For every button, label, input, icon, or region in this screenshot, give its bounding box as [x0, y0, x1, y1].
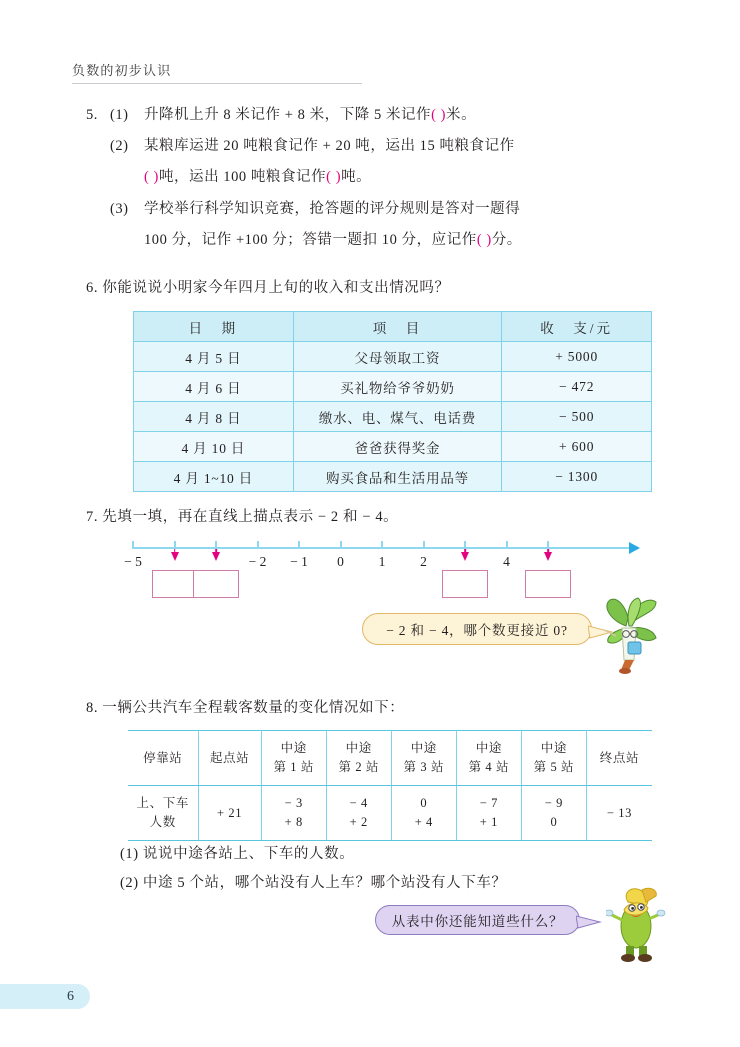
table-row: [134, 402, 652, 432]
table-header-cell: 停靠站: [128, 731, 198, 786]
text-segment: 米。: [446, 107, 477, 123]
table-cell: 4 月 8 日: [134, 402, 294, 432]
page-number-tab: [0, 984, 90, 1009]
question-5-line: [86, 131, 686, 162]
answer-blank[interactable]: ( ): [476, 231, 492, 248]
text-segment: 升降机上升 8 米记作 + 8 米，下降 5 米记作: [144, 107, 432, 123]
table-header-row: [128, 731, 652, 786]
answer-blank[interactable]: ( ): [144, 169, 159, 186]
number-line: [124, 538, 653, 608]
income-expense-table-body: [134, 312, 652, 492]
text-segment: 100 分，记作 +100 分；答错一题扣 10 分，应记作: [144, 231, 477, 248]
text-segment: 某粮库运进 20 吨粮食记作 + 20 吨，运出 15 吨粮食记作: [144, 138, 515, 155]
number-line-answer-box[interactable]: [152, 570, 198, 598]
number-line-label: 1: [378, 554, 386, 569]
page-number: 6: [67, 988, 74, 1004]
speech-bubble-cabbage: − 2 和 − 4，哪个数更接近 0?: [362, 613, 592, 645]
question-5-number: 5.: [86, 107, 98, 123]
question-5-sub-label: (2): [110, 138, 129, 155]
table-cell: − 472: [502, 372, 652, 402]
number-line-tick: [381, 541, 383, 549]
table-cell: − 500: [502, 402, 652, 432]
number-line-label: 2: [420, 554, 427, 569]
number-line-tick: [132, 541, 134, 549]
question-8-subquestion: (1) 说说中途各站上、下车的人数。: [120, 846, 355, 862]
question-5-sub-label: (1): [110, 107, 129, 123]
question-7-title: 7. 先填一填，再在直线上描点表示 − 2 和 − 4。: [86, 509, 399, 525]
table-row: [134, 372, 652, 402]
question-5-text: [144, 162, 686, 193]
number-line-tick: [298, 541, 300, 549]
speech-bubble-tail-icon-2: [576, 914, 602, 930]
table-cell: 购买食品和生活用品等: [293, 462, 502, 492]
question-8-subquestions: [120, 840, 507, 898]
number-line-label: 4: [503, 554, 510, 569]
question-5-text: [144, 194, 686, 225]
table-header-cell: 中途 第 3 站: [391, 731, 456, 786]
table-header-cell: 日 期: [134, 312, 294, 342]
number-line-answer-box[interactable]: [442, 570, 488, 598]
table-cell: + 5000: [502, 342, 652, 372]
table-header-cell: 中途 第 4 站: [456, 731, 521, 786]
table-cell: 0 + 4: [391, 786, 456, 841]
table-cell: 买礼物给爷爷奶奶: [293, 372, 502, 402]
text-segment: 吨。: [341, 169, 372, 186]
table-header-cell: 终点站: [586, 731, 652, 786]
question-5-number: [86, 194, 110, 225]
table-header-cell: 中途 第 1 站: [261, 731, 326, 786]
table-cell: 缴水、电、煤气、电话费: [293, 402, 502, 432]
question-5-text: [144, 225, 686, 256]
table-row: [134, 432, 652, 462]
question-6-title: 6. 你能说说小明家今年四月上旬的收入和支出情况吗？: [86, 280, 450, 296]
table-cell: 爸爸获得奖金: [293, 432, 502, 462]
table-cell: − 4 + 2: [326, 786, 391, 841]
question-5-text: [144, 100, 686, 131]
bus-passenger-table: [128, 730, 652, 841]
number-line-tick: [464, 541, 466, 549]
number-line-label: 0: [337, 554, 344, 569]
number-line-label: − 1: [290, 554, 308, 569]
answer-blank[interactable]: ( ): [326, 169, 342, 186]
number-line-pointer-icon: [212, 552, 220, 561]
number-line-arrow-icon: [629, 542, 640, 554]
question-5-number: [86, 131, 110, 162]
number-line-tick: [506, 541, 508, 549]
question-5-sub-label: (3): [110, 200, 129, 217]
number-line-tick: [340, 541, 342, 549]
table-cell: − 3 + 8: [261, 786, 326, 841]
table-cell: 父母领取工资: [293, 342, 502, 372]
question-5-sub-label: [110, 162, 144, 193]
number-line-tick: [257, 541, 259, 549]
income-expense-table: [133, 311, 652, 492]
table-cell: − 13: [586, 786, 652, 841]
text-segment: 吨，运出 100 吨粮食记作: [158, 169, 327, 186]
table-header-cell: 中途 第 2 站: [326, 731, 391, 786]
table-header-cell: 项 目: [293, 312, 502, 342]
table-cell: − 7 + 1: [456, 786, 521, 841]
number-line-pointer-icon: [461, 552, 469, 561]
table-cell: 上、下车 人数: [128, 786, 198, 841]
table-cell: 4 月 1~10 日: [134, 462, 294, 492]
table-cell: − 1300: [502, 462, 652, 492]
question-5-line: [86, 100, 686, 131]
question-5-line: [86, 225, 686, 256]
number-line-tick: [547, 541, 549, 549]
table-row: [134, 342, 652, 372]
table-cell: 4 月 10 日: [134, 432, 294, 462]
question-5: [86, 100, 686, 256]
table-cell: 4 月 6 日: [134, 372, 294, 402]
table-cell: + 600: [502, 432, 652, 462]
number-line-tick: [174, 541, 176, 549]
table-header-row: [134, 312, 652, 342]
question-5-text: [144, 131, 686, 162]
question-5-number: [86, 162, 110, 193]
table-header-cell: 收 支/元: [502, 312, 652, 342]
table-header-cell: 中途 第 5 站: [521, 731, 586, 786]
number-line-label: − 5: [124, 554, 142, 569]
speech-bubble-corn: 从表中你还能知道些什么？: [375, 905, 580, 935]
number-line-pointer-icon: [544, 552, 552, 561]
question-5-sub-label: [110, 225, 144, 256]
table-row: [134, 462, 652, 492]
text-segment: 分。: [491, 231, 522, 248]
table-header-cell: 起点站: [198, 731, 261, 786]
number-line-label: − 2: [248, 554, 267, 569]
corn-character-illustration: [606, 886, 668, 966]
question-5-line: [86, 194, 686, 225]
table-cell: + 21: [198, 786, 261, 841]
table-cell: 4 月 5 日: [134, 342, 294, 372]
text-segment: 学校举行科学知识竞赛，抢答题的评分规则是答对一题得: [144, 200, 521, 217]
bus-passenger-table-body: [128, 731, 652, 841]
number-line-answer-box[interactable]: [525, 570, 571, 598]
table-row: [128, 786, 652, 841]
question-8-title: 8. 一辆公共汽车全程载客数量的变化情况如下：: [86, 700, 405, 716]
number-line-answer-box[interactable]: [193, 570, 239, 598]
number-line-pointer-icon: [171, 552, 179, 561]
cabbage-character-illustration: [596, 596, 662, 676]
answer-blank[interactable]: ( ): [431, 107, 447, 123]
question-5-line: [86, 162, 686, 193]
table-cell: − 9 0: [521, 786, 586, 841]
question-5-number: [86, 225, 110, 256]
running-head: 负数的初步认识: [72, 60, 362, 84]
question-8-subquestion: (2) 中途 5 个站，哪个站没有人上车？哪个站没有人下车？: [120, 875, 507, 891]
number-line-tick: [423, 541, 425, 549]
number-line-tick: [215, 541, 217, 549]
